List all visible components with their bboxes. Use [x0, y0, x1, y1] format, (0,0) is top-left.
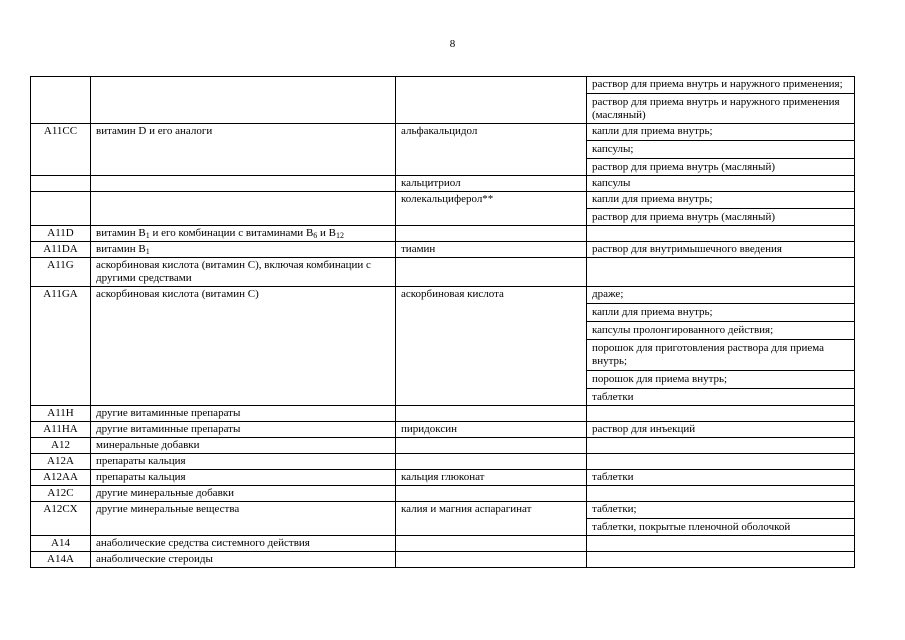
group-name-cell: другие витаминные препараты: [91, 422, 396, 438]
group-name-cell: другие витаминные препараты: [91, 406, 396, 422]
atc-code-cell: [31, 77, 91, 124]
dosage-form-item: раствор для приема внутрь и наружного применения (масляный): [592, 96, 840, 121]
dosage-form-item: раствор для внутримышечного введения: [592, 243, 782, 255]
dosage-form-item: раствор для инъекций: [592, 423, 696, 435]
dosage-forms-cell: [587, 422, 855, 438]
drug-name-cell: [396, 406, 587, 422]
form-divider: [587, 93, 854, 94]
drug-name-cell: калия и магния аспарагинат: [396, 502, 587, 536]
drug-name-cell: аскорбиновая кислота: [396, 287, 587, 406]
group-name-cell: аскорбиновая кислота (витамин С), включая комбинации с другими средствами: [91, 258, 396, 287]
dosage-forms-cell: [587, 552, 855, 568]
dosage-forms-cell: [587, 242, 855, 258]
drug-name-cell: [396, 77, 587, 124]
drug-table: [30, 76, 855, 568]
dosage-form-item: раствор для приема внутрь (масляный): [592, 161, 775, 173]
dosage-forms-cell: [587, 470, 855, 486]
dosage-form-item: капли для приема внутрь;: [592, 193, 713, 205]
atc-code-cell: A12CX: [31, 502, 91, 536]
drug-name-cell: тиамин: [396, 242, 587, 258]
dosage-form-item: [592, 438, 849, 453]
group-name-cell: препараты кальция: [91, 454, 396, 470]
atc-code-cell: A11CC: [31, 124, 91, 176]
dosage-form-item: [592, 536, 849, 551]
group-name-cell: анаболические средства системного действия: [91, 536, 396, 552]
form-divider: [587, 370, 854, 371]
table-row: [31, 226, 855, 242]
atc-code-cell: A12: [31, 438, 91, 454]
atc-code-cell: [31, 176, 91, 192]
dosage-form-item: таблетки;: [592, 503, 637, 515]
atc-code-cell: A11G: [31, 258, 91, 287]
dosage-forms-cell: [587, 454, 855, 470]
atc-code-cell: A11D: [31, 226, 91, 242]
dosage-form-item: капсулы: [592, 177, 631, 189]
dosage-form-item: [592, 406, 849, 421]
dosage-forms-cell: [587, 124, 855, 176]
dosage-form-item: [592, 258, 849, 273]
dosage-form-item: порошок для приготовления раствора для приема внутрь;: [592, 342, 825, 367]
dosage-forms-cell: [587, 536, 855, 552]
group-name-cell: [91, 77, 396, 124]
table-row: [31, 470, 855, 486]
drug-name-cell: [396, 258, 587, 287]
form-divider: [587, 158, 854, 159]
group-name-cell: витамин $B_1$: [91, 242, 396, 258]
group-name-cell: витамин $B_1$ и его комбинации с витаминами $B_6$ и $B_{12}$: [91, 226, 396, 242]
atc-code-cell: A11GA: [31, 287, 91, 406]
atc-code-cell: A12A: [31, 454, 91, 470]
dosage-form-item: порошок для приема внутрь;: [592, 373, 728, 385]
group-name-cell: [91, 192, 396, 226]
form-divider: [587, 208, 854, 209]
group-name-cell: другие минеральные добавки: [91, 486, 396, 502]
table-row: [31, 438, 855, 454]
atc-code-cell: A14: [31, 536, 91, 552]
group-name-cell: другие минеральные вещества: [91, 502, 396, 536]
atc-code-cell: A11DA: [31, 242, 91, 258]
table-row: [31, 258, 855, 287]
form-divider: [587, 339, 854, 340]
table-row: [31, 552, 855, 568]
table-row: [31, 502, 855, 536]
dosage-forms-cell: [587, 486, 855, 502]
dosage-form-item: таблетки: [592, 471, 634, 483]
form-divider: [587, 388, 854, 389]
dosage-forms-cell: [587, 406, 855, 422]
dosage-form-item: раствор для приема внутрь и наружного применения;: [592, 78, 843, 90]
group-name-cell: анаболические стероиды: [91, 552, 396, 568]
group-name-cell: [91, 176, 396, 192]
dosage-forms-cell: [587, 77, 855, 124]
table-row: [31, 176, 855, 192]
form-divider: [587, 140, 854, 141]
dosage-form-item: таблетки: [592, 391, 634, 403]
atc-code-cell: A12C: [31, 486, 91, 502]
dosage-form-item: [592, 552, 849, 567]
form-divider: [587, 518, 854, 519]
dosage-form-item: [592, 226, 849, 241]
dosage-forms-cell: [587, 176, 855, 192]
dosage-form-item: [592, 486, 849, 501]
dosage-form-item: капсулы пролонгированного действия;: [592, 324, 774, 336]
atc-code-cell: A11HA: [31, 422, 91, 438]
atc-code-cell: A12AA: [31, 470, 91, 486]
drug-name-cell: [396, 552, 587, 568]
drug-name-cell: альфакальцидол: [396, 124, 587, 176]
table-row: [31, 536, 855, 552]
form-divider: [587, 303, 854, 304]
table-row: [31, 422, 855, 438]
table-row: [31, 124, 855, 176]
group-name-cell: витамин D и его аналоги: [91, 124, 396, 176]
dosage-forms-cell: [587, 287, 855, 406]
dosage-forms-cell: [587, 438, 855, 454]
table-row: [31, 287, 855, 406]
drug-table-body: [31, 77, 855, 568]
form-divider: [587, 321, 854, 322]
drug-name-cell: колекальциферол**: [396, 192, 587, 226]
table-row: [31, 406, 855, 422]
atc-code-cell: A11H: [31, 406, 91, 422]
drug-name-cell: кальция глюконат: [396, 470, 587, 486]
dosage-form-item: раствор для приема внутрь (масляный): [592, 211, 775, 223]
drug-name-cell: [396, 438, 587, 454]
page-number: 8: [449, 38, 456, 50]
drug-name-cell: [396, 486, 587, 502]
dosage-form-item: таблетки, покрытые пленочной оболочкой: [592, 521, 791, 533]
dosage-form-item: капли для приема внутрь;: [592, 306, 713, 318]
drug-name-cell: [396, 454, 587, 470]
table-row: [31, 192, 855, 226]
atc-code-cell: A14A: [31, 552, 91, 568]
drug-name-cell: [396, 226, 587, 242]
group-name-cell: минеральные добавки: [91, 438, 396, 454]
group-name-cell: аскорбиновая кислота (витамин С): [91, 287, 396, 406]
table-row: [31, 242, 855, 258]
dosage-form-item: капли для приема внутрь;: [592, 125, 713, 137]
drug-name-cell: кальцитриол: [396, 176, 587, 192]
dosage-form-item: [592, 454, 849, 469]
table-row: [31, 77, 855, 124]
dosage-forms-cell: [587, 258, 855, 287]
dosage-form-item: драже;: [592, 288, 624, 300]
group-name-cell: препараты кальция: [91, 470, 396, 486]
table-row: [31, 486, 855, 502]
dosage-forms-cell: [587, 226, 855, 242]
table-row: [31, 454, 855, 470]
drug-name-cell: пиридоксин: [396, 422, 587, 438]
dosage-form-item: капсулы;: [592, 143, 634, 155]
drug-name-cell: [396, 536, 587, 552]
dosage-forms-cell: [587, 502, 855, 536]
dosage-forms-cell: [587, 192, 855, 226]
atc-code-cell: [31, 192, 91, 226]
